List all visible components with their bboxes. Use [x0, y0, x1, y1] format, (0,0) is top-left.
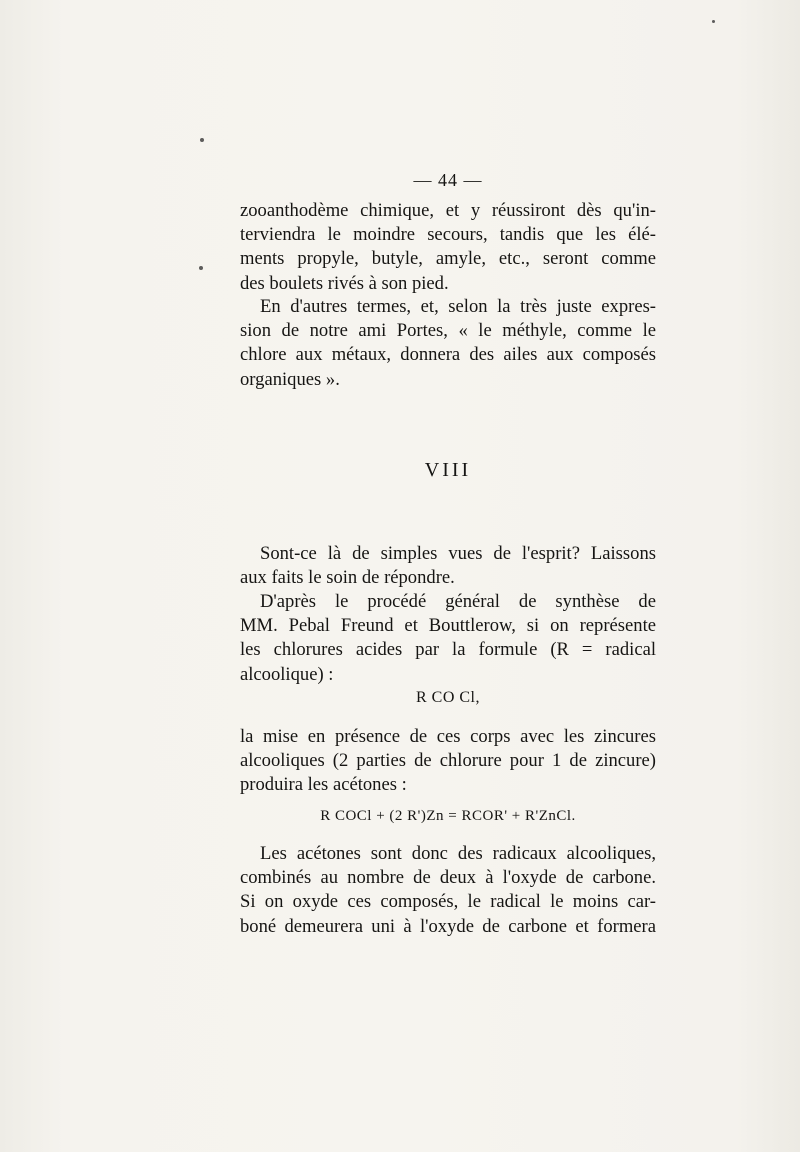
formula-acid-chloride: R CO Cl,: [415, 689, 480, 706]
text-line: les chlorures acides par la formule (R = radical: [240, 639, 656, 661]
text-line: D'après le procédé général de synthèse de: [260, 591, 656, 612]
page-number: — 44 —: [413, 170, 483, 190]
paragraph-3: [240, 542, 656, 590]
text-line: MM. Pebal Freund et Bouttlerow, si on représente: [240, 615, 656, 637]
paragraph-5: [240, 725, 656, 798]
paragraph-1: [240, 199, 656, 296]
text-line: organiques ».: [240, 368, 340, 390]
text-line: Les acétones sont donc des radicaux alcooliques,: [260, 843, 656, 864]
section-heading: VIII: [424, 459, 472, 481]
text-line: aux faits le soin de répondre.: [240, 567, 455, 589]
text-line: sion de notre ami Portes, « le méthyle, comme le: [240, 320, 656, 342]
text-line: ments propyle, butyle, amyle, etc., seront comme: [240, 248, 656, 270]
paragraph-2: [240, 295, 656, 392]
text-line: des boulets rivés à son pied.: [240, 272, 449, 294]
text-line: chlore aux métaux, donnera des ailes aux composés: [240, 344, 656, 366]
formula-acetone-synthesis: R COCl + (2 R')Zn = RCOR' + R'ZnCl.: [320, 808, 576, 824]
text-line: Sont-ce là de simples vues de l'esprit? Laissons: [260, 543, 656, 564]
text-line: En d'autres termes, et, selon la très juste expres-: [260, 296, 656, 317]
text-line: boné demeurera uni à l'oxyde de carbone et formera: [240, 915, 656, 937]
text-line: produira les acétones :: [240, 774, 407, 796]
ink-speck: [712, 20, 715, 23]
text-line: la mise en présence de ces corps avec les zincures: [240, 726, 656, 747]
ink-speck: [199, 266, 203, 270]
text-line: combinés au nombre de deux à l'oxyde de carbone.: [240, 867, 656, 889]
text-line: Si on oxyde ces composés, le radical le moins car-: [240, 891, 656, 913]
paragraph-6: [240, 842, 656, 939]
text-line: alcooliques (2 parties de chlorure pour 1 de zincure): [240, 750, 656, 772]
text-line: zooanthodème chimique, et y réussiront dès qu'in-: [240, 200, 656, 221]
text-line: terviendra le moindre secours, tandis que les élé-: [240, 224, 656, 246]
text-line: alcoolique) :: [240, 663, 334, 685]
ink-speck: [200, 138, 204, 142]
paragraph-4: [240, 590, 656, 687]
